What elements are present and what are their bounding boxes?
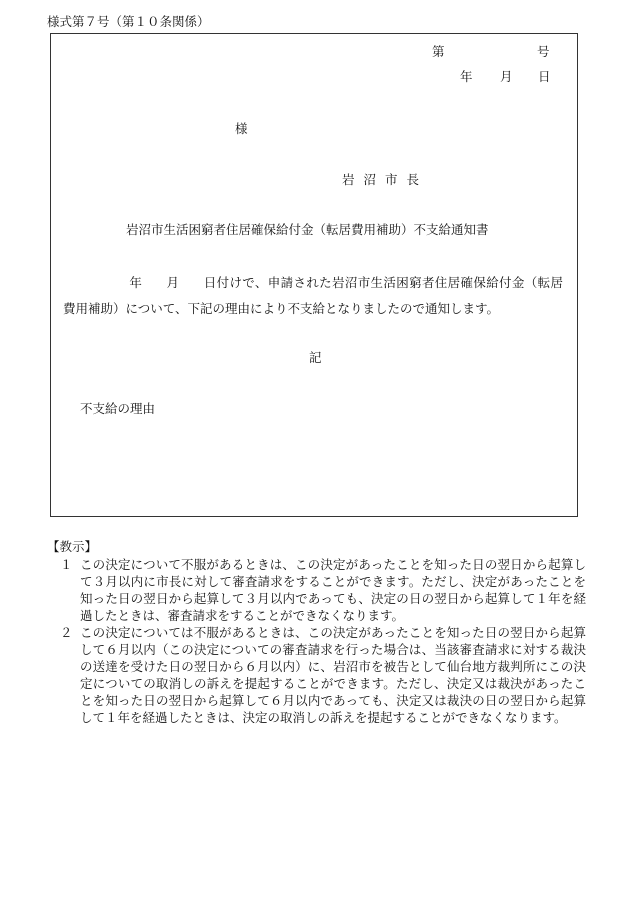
notice-item-text: この決定については不服があるときは、この決定があったことを知った日の翌日から起算して６月以内（この決定についての審査請求を行った場合は、当該審査請求に対する裁決の送達を受けた日の翌日から６月以内）に、岩沼市を被告として仙台地方裁判所にこの決定についての取消しの訴えを提起することができます。ただし、決定又は裁決があったことを知った日の翌日から起算して６月以内であっても、決定又は裁決の日の翌日から起算して１年を経過したときは、決定の取消しの訴えを提起することができなくなります。 (80, 625, 586, 725)
body-month-label: 月 (166, 275, 180, 290)
notice-list (60, 556, 586, 726)
document-title: 岩沼市生活困窮者住居確保給付金（転居費用補助）不支給通知書 (126, 222, 489, 237)
form-number-label: 様式第７号（第１０条関係） (47, 14, 210, 29)
date-day-label: 日 (538, 69, 551, 84)
date-month-label: 月 (500, 69, 513, 84)
notice-item-text: この決定について不服があるときは、この決定があったことを知った日の翌日から起算して３月以内に市長に対して審査請求をすることができます。ただし、決定があったことを知った日の翌日から起算して３月以内であっても、決定の日の翌日から起算して１年を経過したときは、審査請求をすることができなくなります。 (80, 557, 586, 623)
issue-number-prefix: 第 (432, 44, 445, 59)
addressee-honorific: 様 (235, 121, 248, 136)
date-year-label: 年 (460, 69, 473, 84)
notice-item-number: １ (60, 557, 73, 572)
body-year-label: 年 (129, 275, 143, 290)
sender-name: 岩沼市長 (342, 172, 429, 187)
notice-item-number: ２ (60, 625, 73, 640)
body-paragraph (63, 270, 563, 322)
reason-label: 不支給の理由 (80, 401, 156, 416)
notice-heading: 【教示】 (47, 539, 98, 554)
notice-item (60, 556, 586, 624)
ki-heading: 記 (309, 350, 322, 365)
notice-item (60, 624, 586, 726)
issue-number-suffix: 号 (537, 44, 550, 59)
body-text: 日付けで、申請された岩沼市生活困窮者住居確保給付金（転居費用補助）について、下記の理由により不支給となりましたので通知します。 (63, 275, 563, 316)
